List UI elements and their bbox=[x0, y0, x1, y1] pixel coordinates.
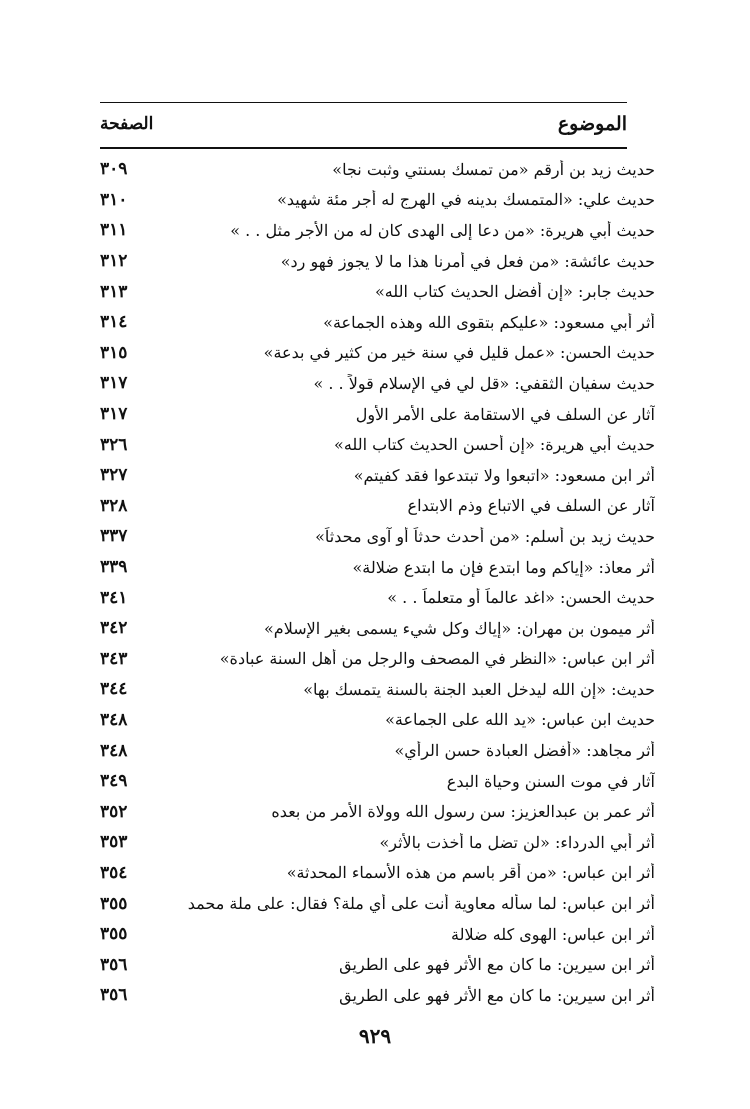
entry-page-number: ٣٢٨ bbox=[100, 495, 128, 516]
list-item bbox=[100, 215, 655, 246]
entry-page-number: ٣٤١ bbox=[100, 587, 128, 608]
entry-title: حديث الحسن: «عمل قليل في سنة خير من كثير في بدعة» bbox=[263, 343, 655, 363]
entry-page-number: ٣٥٦ bbox=[100, 954, 128, 975]
list-item bbox=[100, 154, 655, 185]
entry-title: أثر ابن سيرين: ما كان مع الأثر فهو على الطريق bbox=[339, 985, 655, 1005]
entry-page-number: ٣٤٨ bbox=[100, 740, 128, 761]
topic-column-header: الموضوع bbox=[557, 113, 627, 135]
entry-page-number: ٣٤٤ bbox=[100, 679, 128, 700]
list-item bbox=[100, 644, 655, 675]
entry-page-number: ٣٣٩ bbox=[100, 557, 128, 578]
list-item bbox=[100, 858, 655, 889]
entry-page-number: ٣٤٩ bbox=[100, 771, 128, 792]
page-number: ٩٢٩ bbox=[358, 1024, 392, 1048]
entry-title: حديث زيد بن أرقم «من تمسك بسنتي وثبت نجا» bbox=[332, 159, 655, 179]
list-item bbox=[100, 919, 655, 950]
entry-title: حديث ابن عباس: «يد الله على الجماعة» bbox=[385, 710, 655, 730]
list-item bbox=[100, 276, 655, 307]
entry-title: أثر معاذ: «إياكم وما ابتدع فإن ما ابتدع ضلالة» bbox=[352, 557, 655, 577]
entry-title: حديث: «إن الله ليدخل العبد الجنة بالسنة يتمسك بها» bbox=[303, 679, 655, 699]
entry-page-number: ٣٢٧ bbox=[100, 465, 128, 486]
list-item bbox=[100, 613, 655, 644]
entry-page-number: ٣٥٣ bbox=[100, 832, 128, 853]
entry-title: أثر ابن عباس: «من أقر باسم من هذه الأسماء المحدثة» bbox=[286, 863, 655, 883]
entry-page-number: ٣٥٤ bbox=[100, 862, 128, 883]
entry-page-number: ٣١٥ bbox=[100, 342, 128, 363]
list-item bbox=[100, 949, 655, 980]
entry-title: أثر ابن عباس: لما سأله معاوية أنت على أي ملة؟ فقال: على ملة محمد bbox=[187, 894, 655, 914]
list-item bbox=[100, 460, 655, 491]
entry-title: أثر ميمون بن مهران: «إياك وكل شيء يسمى بغير الإسلام» bbox=[264, 618, 655, 638]
contents-list bbox=[100, 154, 655, 1011]
list-item bbox=[100, 735, 655, 766]
entry-title: آثار عن السلف في الاستقامة على الأمر الأول bbox=[355, 404, 655, 424]
entry-page-number: ٣١٣ bbox=[100, 281, 128, 302]
entry-title: حديث عائشة: «من فعل في أمرنا هذا ما لا يجوز فهو رد» bbox=[280, 251, 655, 271]
entry-page-number: ٣١٤ bbox=[100, 312, 128, 333]
list-item bbox=[100, 705, 655, 736]
entry-page-number: ٣١١ bbox=[100, 220, 128, 241]
entry-page-number: ٣٥٦ bbox=[100, 985, 128, 1006]
entry-page-number: ٣٢٦ bbox=[100, 434, 128, 455]
entry-page-number: ٣١٢ bbox=[100, 251, 128, 272]
entry-title: حديث أبي هريرة: «من دعا إلى الهدى كان له من الأجر مثل . . » bbox=[230, 220, 655, 240]
entry-title: أثر أبي الدرداء: «لن تضل ما أخذت بالأثر» bbox=[379, 832, 655, 852]
table-header bbox=[100, 104, 627, 144]
entry-title: حديث سفيان الثقفي: «قل لي في الإسلام قولاً . . » bbox=[313, 373, 655, 393]
entry-title: أثر أبي مسعود: «عليكم بتقوى الله وهذه الجماعة» bbox=[323, 312, 655, 332]
entry-page-number: ٣٤٢ bbox=[100, 618, 128, 639]
entry-title: حديث جابر: «إن أفضل الحديث كتاب الله» bbox=[374, 282, 655, 302]
entry-title: أثر ابن سيرين: ما كان مع الأثر فهو على الطريق bbox=[339, 955, 655, 975]
list-item bbox=[100, 399, 655, 430]
list-item bbox=[100, 521, 655, 552]
list-item bbox=[100, 980, 655, 1011]
entry-page-number: ٣٣٧ bbox=[100, 526, 128, 547]
entry-title: حديث علي: «المتمسك بدينه في الهرج له أجر مئة شهيد» bbox=[277, 190, 655, 210]
entry-title: آثار في موت السنن وحياة البدع bbox=[446, 771, 655, 791]
entry-title: أثر ابن عباس: «النظر في المصحف والرجل من أهل السنة عبادة» bbox=[219, 649, 655, 669]
entry-page-number: ٣١٠ bbox=[100, 189, 128, 210]
list-item bbox=[100, 246, 655, 277]
list-item bbox=[100, 429, 655, 460]
entry-page-number: ٣٥٥ bbox=[100, 924, 128, 945]
list-item bbox=[100, 368, 655, 399]
list-item bbox=[100, 796, 655, 827]
header-top-rule bbox=[100, 102, 627, 103]
list-item bbox=[100, 185, 655, 216]
entry-page-number: ٣٥٥ bbox=[100, 893, 128, 914]
entry-title: أثر ابن عباس: الهوى كله ضلالة bbox=[451, 924, 655, 944]
list-item bbox=[100, 552, 655, 583]
entry-page-number: ٣٤٣ bbox=[100, 648, 128, 669]
entry-title: أثر مجاهد: «أفضل العبادة حسن الرأي» bbox=[394, 741, 655, 761]
entry-page-number: ٣١٧ bbox=[100, 373, 128, 394]
entry-page-number: ٣٥٢ bbox=[100, 801, 128, 822]
list-item bbox=[100, 338, 655, 369]
entry-title: أثر عمر بن عبدالعزيز: سن رسول الله وولاة الأمر من بعده bbox=[271, 802, 655, 822]
entry-page-number: ٣٠٩ bbox=[100, 159, 128, 180]
header-bottom-rule bbox=[100, 147, 627, 149]
entry-title: حديث الحسن: «اغد عالماً أو متعلماً . . » bbox=[387, 588, 655, 608]
page-column-header: الصفحة bbox=[100, 114, 154, 134]
entry-page-number: ٣٤٨ bbox=[100, 709, 128, 730]
entry-title: حديث أبي هريرة: «إن أحسن الحديث كتاب الله» bbox=[334, 435, 655, 455]
entry-title: حديث زيد بن أسلم: «من أحدث حدثاً أو آوى محدثاً» bbox=[315, 526, 655, 546]
list-item bbox=[100, 674, 655, 705]
list-item bbox=[100, 491, 655, 522]
list-item bbox=[100, 307, 655, 338]
entry-page-number: ٣١٧ bbox=[100, 404, 128, 425]
entry-title: أثر ابن مسعود: «اتبعوا ولا تبتدعوا فقد كفيتم» bbox=[353, 465, 655, 485]
list-item bbox=[100, 766, 655, 797]
list-item bbox=[100, 888, 655, 919]
list-item bbox=[100, 827, 655, 858]
list-item bbox=[100, 582, 655, 613]
entry-title: آثار عن السلف في الاتباع وذم الابتداع bbox=[407, 496, 655, 516]
